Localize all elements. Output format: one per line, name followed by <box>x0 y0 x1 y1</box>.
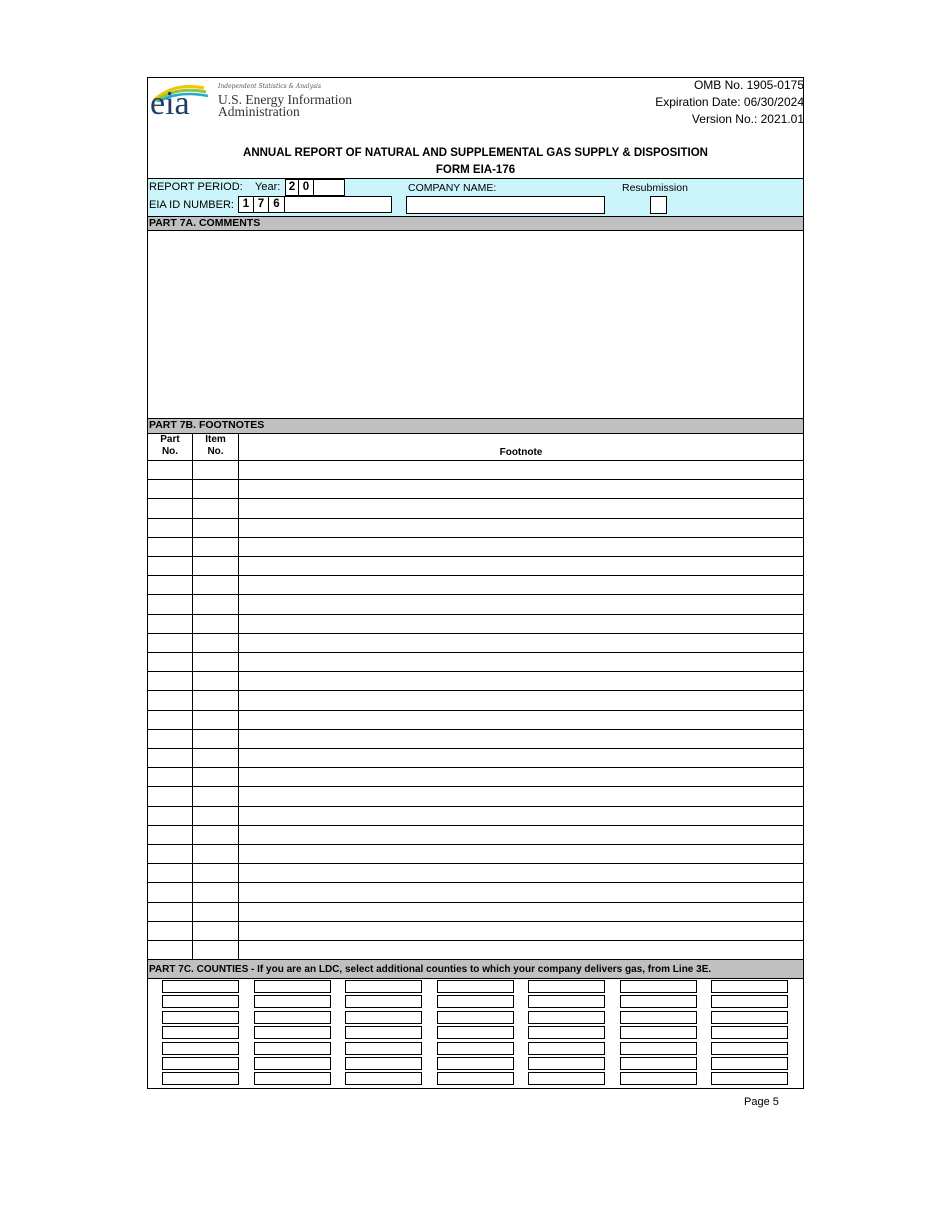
item-no-cell[interactable] <box>193 749 238 766</box>
item-no-cell[interactable] <box>193 826 238 843</box>
footnote-cell[interactable] <box>239 787 803 804</box>
county-select[interactable] <box>437 1026 514 1039</box>
county-select[interactable] <box>162 980 239 993</box>
part-no-cell[interactable] <box>148 883 192 900</box>
col-header-part-no <box>148 434 192 458</box>
footnote-cell[interactable] <box>239 826 803 843</box>
item-no-cell[interactable] <box>193 787 238 804</box>
item-no-cell[interactable] <box>193 807 238 824</box>
item-no-cell[interactable] <box>193 730 238 747</box>
county-select[interactable] <box>711 1026 788 1039</box>
item-no-cell[interactable] <box>193 941 238 958</box>
county-select[interactable] <box>437 980 514 993</box>
item-no-cell[interactable] <box>193 691 238 708</box>
item-no-cell[interactable] <box>193 615 238 632</box>
county-select[interactable] <box>528 1042 605 1055</box>
footnote-cell[interactable] <box>239 883 803 900</box>
county-select[interactable] <box>162 1057 239 1070</box>
county-select[interactable] <box>528 980 605 993</box>
eia-id-digit-1: 1 <box>238 196 254 213</box>
part-no-cell[interactable] <box>148 730 192 747</box>
county-select[interactable] <box>162 1072 239 1085</box>
county-select[interactable] <box>620 1057 697 1070</box>
county-select[interactable] <box>345 1042 422 1055</box>
part-no-cell[interactable] <box>148 634 192 651</box>
part-no-cell[interactable] <box>148 826 192 843</box>
part-no-cell[interactable] <box>148 903 192 920</box>
part-no-cell[interactable] <box>148 595 192 612</box>
year-label: Year: <box>255 181 281 193</box>
footnote-cell[interactable] <box>239 711 803 728</box>
county-select[interactable] <box>162 1011 239 1024</box>
county-select[interactable] <box>254 1072 331 1085</box>
part-no-cell[interactable] <box>148 653 192 670</box>
footnote-cell[interactable] <box>239 595 803 612</box>
footnote-cell[interactable] <box>239 749 803 766</box>
county-select[interactable] <box>437 1042 514 1055</box>
logo-org-line1: U.S. Energy Information <box>218 92 352 107</box>
resubmission-label: Resubmission <box>622 182 688 194</box>
counties-grid <box>148 979 803 1088</box>
footnote-cell[interactable] <box>239 845 803 862</box>
item-no-cell[interactable] <box>193 653 238 670</box>
page-number: Page 5 <box>744 1096 779 1108</box>
county-select[interactable] <box>528 995 605 1008</box>
footnote-cell[interactable] <box>239 634 803 651</box>
part-no-cell[interactable] <box>148 691 192 708</box>
footnote-cell[interactable] <box>239 538 803 555</box>
part7a-heading: PART 7A. COMMENTS <box>148 216 803 231</box>
part-no-cell[interactable] <box>148 576 192 593</box>
item-no-cell[interactable] <box>193 595 238 612</box>
item-no-cell[interactable] <box>193 576 238 593</box>
footnote-cell[interactable] <box>239 653 803 670</box>
eia-id-label: EIA ID NUMBER: <box>149 199 234 211</box>
year-digit-2[interactable]: 0 <box>298 179 314 196</box>
logo-tagline: Independent Statistics & Analysis <box>218 83 322 90</box>
footnote-cell[interactable] <box>239 864 803 881</box>
county-select[interactable] <box>711 1057 788 1070</box>
company-name-label: COMPANY NAME: <box>408 182 497 194</box>
item-no-cell[interactable] <box>193 903 238 920</box>
resubmission-checkbox[interactable] <box>650 196 667 214</box>
item-no-cell[interactable] <box>193 499 238 516</box>
county-select[interactable] <box>528 1011 605 1024</box>
part-no-cell[interactable] <box>148 787 192 804</box>
expiration-date: Expiration Date: 06/30/2024 <box>655 95 804 109</box>
county-select[interactable] <box>345 1026 422 1039</box>
part7b-heading: PART 7B. FOOTNOTES <box>148 418 803 434</box>
item-no-cell[interactable] <box>193 672 238 689</box>
county-select[interactable] <box>254 980 331 993</box>
eia-logo <box>150 80 360 120</box>
footnote-cell[interactable] <box>239 480 803 497</box>
county-select[interactable] <box>437 995 514 1008</box>
part-no-cell[interactable] <box>148 807 192 824</box>
county-select[interactable] <box>254 1042 331 1055</box>
eia-id-input[interactable] <box>284 196 392 213</box>
item-no-cell[interactable] <box>193 538 238 555</box>
omb-number: OMB No. 1905-0175 <box>693 78 804 92</box>
footnote-cell[interactable] <box>239 922 803 939</box>
part-no-cell[interactable] <box>148 499 192 516</box>
col-header-item-no <box>193 434 238 458</box>
county-select[interactable] <box>528 1072 605 1085</box>
item-no-cell[interactable] <box>193 480 238 497</box>
part-no-cell[interactable] <box>148 538 192 555</box>
county-select[interactable] <box>254 1026 331 1039</box>
footnote-cell[interactable] <box>239 807 803 824</box>
county-select[interactable] <box>345 995 422 1008</box>
footnote-cell[interactable] <box>239 461 803 478</box>
year-digit-3[interactable] <box>313 179 345 196</box>
footnote-cell[interactable] <box>239 519 803 536</box>
footnote-cell[interactable] <box>239 768 803 785</box>
county-select[interactable] <box>437 1057 514 1070</box>
part-no-cell[interactable] <box>148 461 192 478</box>
item-no-cell[interactable] <box>193 461 238 478</box>
part-no-cell[interactable] <box>148 768 192 785</box>
item-no-cell[interactable] <box>193 557 238 574</box>
footnote-cell[interactable] <box>239 691 803 708</box>
county-select[interactable] <box>345 1072 422 1085</box>
logo-org-line2: Administration <box>218 104 300 119</box>
part-no-cell[interactable] <box>148 615 192 632</box>
county-select[interactable] <box>711 1011 788 1024</box>
county-select[interactable] <box>711 1042 788 1055</box>
county-select[interactable] <box>254 995 331 1008</box>
item-no-cell[interactable] <box>193 519 238 536</box>
col-item-line2: No. <box>207 446 224 457</box>
footnote-cell[interactable] <box>239 730 803 747</box>
part-no-cell[interactable] <box>148 749 192 766</box>
county-select[interactable] <box>528 1057 605 1070</box>
footnotes-table <box>148 460 803 959</box>
county-select[interactable] <box>620 995 697 1008</box>
part-no-cell[interactable] <box>148 557 192 574</box>
part-no-cell[interactable] <box>148 519 192 536</box>
item-no-cell[interactable] <box>193 883 238 900</box>
part-no-cell[interactable] <box>148 672 192 689</box>
col-header-footnote: Footnote <box>499 447 543 458</box>
footnote-cell[interactable] <box>239 576 803 593</box>
footnote-cell[interactable] <box>239 557 803 574</box>
footnote-cell[interactable] <box>239 499 803 516</box>
footnote-cell[interactable] <box>239 615 803 632</box>
part-no-cell[interactable] <box>148 711 192 728</box>
county-select[interactable] <box>437 1072 514 1085</box>
item-no-cell[interactable] <box>193 845 238 862</box>
part-no-cell[interactable] <box>148 845 192 862</box>
county-select[interactable] <box>345 1057 422 1070</box>
item-no-cell[interactable] <box>193 864 238 881</box>
col-item-line1: Item <box>205 434 226 445</box>
item-no-cell[interactable] <box>193 922 238 939</box>
county-select[interactable] <box>620 1042 697 1055</box>
form-id: FORM EIA-176 <box>435 164 516 176</box>
footnote-cell[interactable] <box>239 672 803 689</box>
county-select[interactable] <box>437 1011 514 1024</box>
report-period-label: REPORT PERIOD: <box>149 181 243 193</box>
part7c-heading: PART 7C. COUNTIES - If you are an LDC, select additional counties to which your company delivers gas, from Line 3E. <box>148 959 803 979</box>
county-select[interactable] <box>620 1072 697 1085</box>
item-no-cell[interactable] <box>193 634 238 651</box>
county-select[interactable] <box>162 1026 239 1039</box>
col-part-line1: Part <box>160 434 180 445</box>
part-no-cell[interactable] <box>148 480 192 497</box>
footnote-cell[interactable] <box>239 903 803 920</box>
part-no-cell[interactable] <box>148 864 192 881</box>
form-title: ANNUAL REPORT OF NATURAL AND SUPPLEMENTAL GAS SUPPLY & DISPOSITION <box>243 147 708 159</box>
year-digit-1[interactable]: 2 <box>285 179 299 196</box>
county-select[interactable] <box>711 1072 788 1085</box>
eia-id-digit-2: 7 <box>253 196 269 213</box>
county-select[interactable] <box>620 1026 697 1039</box>
eia-id-digit-3: 6 <box>268 196 285 213</box>
part-no-cell[interactable] <box>148 922 192 939</box>
footnote-cell[interactable] <box>239 941 803 958</box>
county-select[interactable] <box>345 980 422 993</box>
version-number: Version No.: 2021.01 <box>691 112 804 126</box>
comments-area[interactable] <box>148 231 803 418</box>
county-select[interactable] <box>620 980 697 993</box>
item-no-cell[interactable] <box>193 711 238 728</box>
county-select[interactable] <box>711 980 788 993</box>
county-select[interactable] <box>528 1026 605 1039</box>
county-select[interactable] <box>620 1011 697 1024</box>
county-select[interactable] <box>254 1011 331 1024</box>
county-select[interactable] <box>162 995 239 1008</box>
county-select[interactable] <box>162 1042 239 1055</box>
county-select[interactable] <box>345 1011 422 1024</box>
logo-wordmark: eia <box>150 85 190 122</box>
col-part-line2: No. <box>161 446 179 457</box>
county-select[interactable] <box>254 1057 331 1070</box>
part-no-cell[interactable] <box>148 941 192 958</box>
item-no-cell[interactable] <box>193 768 238 785</box>
company-name-input[interactable] <box>406 196 605 214</box>
county-select[interactable] <box>711 995 788 1008</box>
